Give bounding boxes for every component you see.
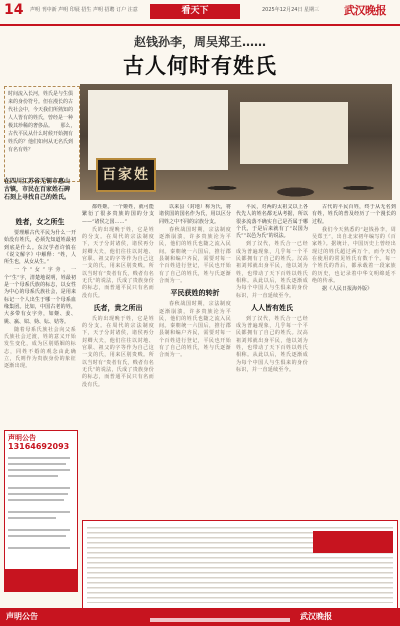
ad-highlight-block bbox=[313, 531, 393, 553]
paragraph: 春秋战国时期，宗法制度逐渐崩溃，许多贵族沦为平民，他们的姓氏也随之流入民间。秦朝统一六国后，推行郡县制和编户齐民，需要对每一个百姓进行登记，平民也开始有了自己的姓氏，姓与氏逐渐合而为一。 bbox=[159, 226, 231, 284]
photo-caption: 在四川江苏省无锡市惠山古镇，市民在百家姓石碑石刻上寻找自己的姓氏。 bbox=[4, 178, 71, 201]
paragraph: 到了汉代，姓氏合一已经成为普遍现象，几乎每一个平民都拥有了自己的姓氏。汉高祖刘邦就出身平民，他以刘为姓，也带动了天下百姓以姓氏相称。从此以后，姓氏逐渐成为每个中国人与生俱来的身份标识，并一直延续至今。 bbox=[236, 241, 308, 299]
paragraph: 平民，对两的太祖父以上各代先人的姓名都无从考据，所以很多流落不确实自己是否属于哪个氏，于是后来就有了“以国为氏”“以邑为氏”的说法。 bbox=[236, 204, 308, 240]
paragraph: 古代的平民百姓，终于从无名到有姓，姓氏的普及经历了一个漫长的过程。 bbox=[312, 204, 396, 225]
article-subhead: 赵钱孙李，周吴郑王…… bbox=[133, 35, 266, 49]
footer-ad-bar bbox=[0, 608, 400, 626]
ad-text-line bbox=[8, 535, 66, 537]
paragraph: 我们今天熟悉的“赵钱孙李，周吴郑王”，出自北宋初年编写的《百家姓》。据统计，中国历史上曾经出现过的姓氏超过两万个，而今天仍在使用的常见姓氏有数千个。每一个姓氏的背后，都承载着一段家族的历史，也记录着中华文明绵延不绝的传承。 bbox=[312, 226, 396, 284]
ad-title: 声明公告 bbox=[8, 434, 36, 442]
page-header bbox=[0, 0, 400, 26]
section-heading: 姓者，女之所生 bbox=[15, 218, 65, 226]
column-tag: 看天下 bbox=[150, 4, 240, 19]
ad-text-line bbox=[8, 463, 66, 465]
article-column-5 bbox=[312, 204, 396, 520]
paragraph: 随着母系氏族社会向父系氏族社会过渡，姓的意义开始发生变化，成为区别婚姻的标志，同姓不婚的观念由此确立，氏则作为贵族身份的象征逐渐出现。 bbox=[4, 326, 76, 370]
classified-ad-main bbox=[82, 520, 398, 610]
ad-text-line bbox=[8, 493, 68, 495]
ad-banner-strip bbox=[5, 569, 77, 591]
section-heading: 平民获姓的转折 bbox=[170, 289, 220, 298]
ad-text-line bbox=[8, 475, 58, 477]
paragraph: 氏的出现晚于姓，它是姓的分支。在周代的宗法制度下，天子分封诸侯，诸侯再分封卿大夫，他们往往以封地、官职、祖父的字等作为自己这一支的氏，用来区别贵贱。所以当时有“贵者有氏，贱者有名无氏”的说法，氏成了贵族身份的标志，而普通平民只有名而没有氏。 bbox=[82, 315, 154, 388]
paragraph: 以来县（封地）称为氏，将诸侯国的国名作为氏，用以区分同姓之中不同的宗族分支。 bbox=[159, 204, 231, 225]
section-heading: 人人皆有姓氏 bbox=[251, 303, 293, 312]
ad-text-line bbox=[8, 547, 70, 549]
article-column-1 bbox=[4, 214, 76, 428]
article-source: 据《人民日报海外版》 bbox=[322, 286, 373, 293]
article-intro: 时间流入长河，姓氏是与生俱来的身份符号。但在漫长的古代社会中，今天我们所熟知的人人皆有的姓氏，曾经是一种极其珍稀的奢侈品。 那么，古代平民从什么时候开始拥有姓氏的？他们如何从无名氏到有名有姓？ bbox=[4, 86, 80, 182]
ad-text-line bbox=[8, 511, 70, 513]
article-column-4 bbox=[236, 204, 308, 520]
ad-phone: 13164692093 bbox=[8, 442, 70, 451]
paragraph: 春秋战国时期，宗法制度逐渐崩溃，许多贵族沦为平民，他们的姓氏也随之流入民间。秦朝统一六国后，推行郡县制和编户齐民，需要对每一个百姓进行登记，平民也开始有了自己的姓氏，姓与氏逐渐合而为一。 bbox=[159, 301, 231, 359]
paragraph: 要理解古代平民为什么一开始没有姓氏，必须先知道姓最初到底是什么。东汉学者许慎在《说文解字》中解释：“姓，人所生也，从女从生。” bbox=[4, 230, 76, 266]
surname-stele-right bbox=[240, 102, 348, 164]
article-column-2 bbox=[82, 204, 154, 520]
photo-visitors bbox=[180, 164, 390, 200]
photo-plaque: 百家姓 bbox=[96, 158, 156, 192]
footer-ad-note: 武汉晚报 bbox=[300, 612, 332, 621]
article-headline: 古人何时有姓氏 bbox=[123, 54, 277, 78]
newspaper-logo: 武汉晚报 bbox=[344, 4, 386, 17]
footer-ad-line bbox=[150, 618, 290, 622]
header-categories: 声明 刊中新 声明 印展 招生 声明 招聘 订户 注意 bbox=[30, 7, 138, 13]
ad-text-line bbox=[8, 529, 70, 531]
issue-date: 2025年12月24日 星期三 bbox=[262, 7, 320, 13]
ad-text-line bbox=[8, 517, 56, 519]
footer-ad-title: 声明公告 bbox=[6, 612, 38, 621]
paragraph: 都姓姬。一个姬姓，就可能繁衍了很多贵族的国的分支——“诸侯之国……” bbox=[82, 204, 154, 225]
ad-text-line bbox=[8, 457, 70, 459]
paragraph: 一个“女”字旁，一个“生”字，清楚地说明，姓最初是一个母系氏族的标志，以女性为中心的母系氏族社会，是用来标记一个人出生于哪一个母系血缘集团。比如，中国古老的姓，大多带有女字旁，如姬、姜、姚、嬴、姒、妫、妘、姞等。 bbox=[4, 267, 76, 325]
section-heading: 氏者，贵之所出 bbox=[93, 303, 143, 312]
paragraph: 到了汉代，姓氏合一已经成为普遍现象，几乎每一个平民都拥有了自己的姓氏。汉高祖刘邦就出身平民，他以刘为姓，也带动了天下百姓以姓氏相称。从此以后，姓氏逐渐成为每个中国人与生俱来的身份标识，并一直延续至今。 bbox=[236, 315, 308, 373]
ad-text-line bbox=[8, 487, 70, 489]
ad-text-line bbox=[8, 499, 64, 501]
page-number: 14 bbox=[4, 2, 24, 18]
article-photo bbox=[80, 84, 392, 200]
article-column-3 bbox=[159, 204, 231, 520]
ad-text-line bbox=[8, 469, 70, 471]
paragraph: 氏的出现晚于姓，它是姓的分支。在周代的宗法制度下，天子分封诸侯，诸侯再分封卿大夫，他们往往以封地、官职、祖父的字等作为自己这一支的氏，用来区别贵贱。所以当时有“贵者有氏，贱者有名无氏”的说法，氏成了贵族身份的标志，而普通平民只有名而没有氏。 bbox=[82, 226, 154, 299]
classified-ad-left bbox=[4, 430, 78, 592]
